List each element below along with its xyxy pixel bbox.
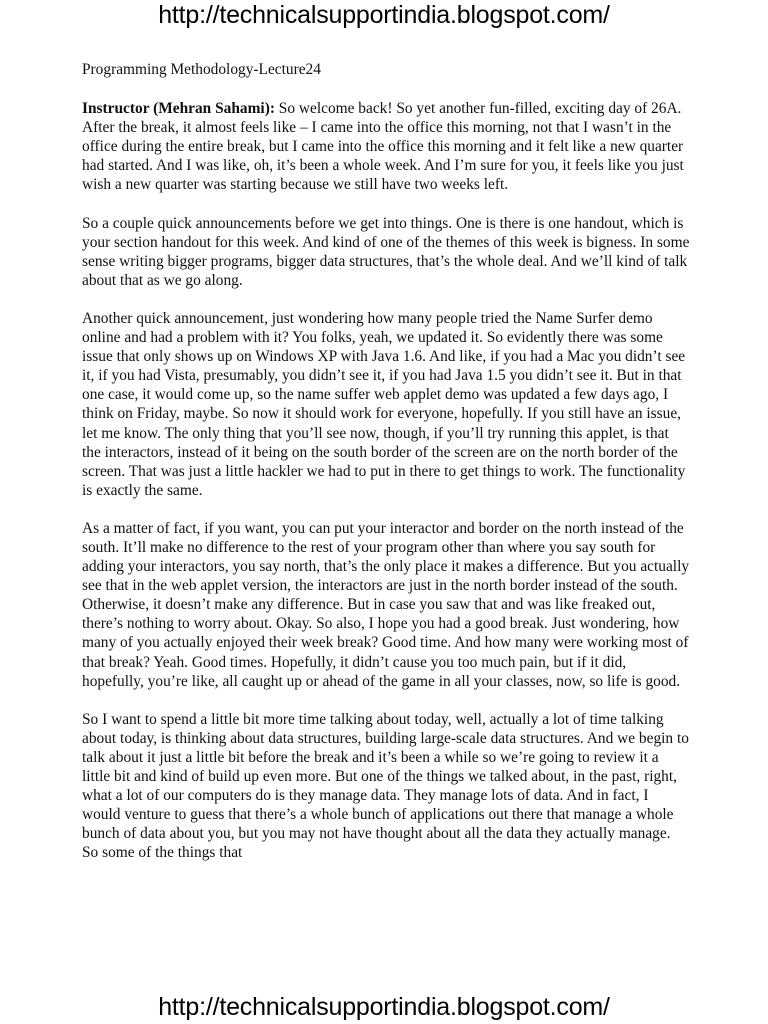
footer-url[interactable]: http://technicalsupportindia.blogspot.com/: [158, 993, 610, 1021]
paragraph-5: So I want to spend a little bit more time talking about today, well, actually a lot of time talking about today, is thinking about data structures, building large-scale data structures. And we begin to talk about it just a little bit before the break and it’s been a while so we’re going to review it a little bit and kind of build up even more. But one of the things we talked about, in the past, right, what a lot of our computers do is they manage data. They manage lots of data. And in fact, I would venture to guess that there’s a whole bunch of applications out there that manage a whole bunch of data about you, but you may not have thought about all the data they actually manage. So some of the things that: [82, 710, 689, 862]
document-title: Programming Methodology-Lecture24: [82, 61, 321, 78]
speaker-label: Instructor (Mehran Sahami):: [82, 100, 275, 118]
header-url[interactable]: http://technicalsupportindia.blogspot.com/: [158, 1, 610, 29]
paragraph-4: As a matter of fact, if you want, you can put your interactor and border on the north instead of the south. It’ll make no difference to the rest of your program other than where you say south for adding your interactors, you say north, that’s the only place it makes a difference. But you actually see that in the web applet version, the interactors are just in the north border instead of the south. Otherwise, it doesn’t make any difference. But in case you saw that and was like freaked out, there’s nothing to worry about. Okay. So also, I hope you had a good break. Just wondering, how many of you actually enjoyed their week break? Good time. And how many were working most of that break? Yeah. Good times. Hopefully, it didn’t cause you too much pain, but if it did, hopefully, you’re like, all caught up or ahead of the game in all your classes, now, so life is good.: [82, 519, 690, 690]
paragraph-3: Another quick announcement, just wondering how many people tried the Name Surfer demo online and had a problem with it? You folks, yeah, we updated it. So evidently there was some issue that only shows up on Windows XP with Java 1.6. And like, if you had a Mac you didn’t see it, if you had Vista, presumably, you didn’t see it, if you had Java 1.5 you didn’t see it. But in that one case, it would come up, so the name suffer web applet demo was updated a few days ago, I think on Friday, maybe. So now it should work for everyone, hopefully. If you still have an issue, let me know. The only thing that you’ll see now, though, if you’ll try running this applet, is that the interactors, instead of it being on the south border of the screen are on the north border of the screen. That was just a little hackler we had to put in there to get things to work. The functionality is exactly the same.: [82, 309, 686, 499]
paragraph-1: [82, 99, 690, 194]
paragraph-2: So a couple quick announcements before we get into things. One is there is one handout, which is your section handout for this week. And kind of one of the themes of this week is bigness. In some sense writing bigger programs, bigger data structures, that’s the whole deal. And we’ll kind of talk about that as we go along.: [82, 214, 690, 289]
document-page: [82, 60, 690, 881]
paragraph-1-text: So welcome back! So yet another fun-filled, exciting day of 26A. After the break, it almost feels like – I came into the office this morning, not that I wasn’t in the office during the entire break, but I came into the office this morning and it felt like a new quarter had started. And I was like, oh, it’s been a whole week. And I’m sure for you, it feels like you just wish a new quarter was starting because we still have two weeks left.: [82, 100, 684, 194]
